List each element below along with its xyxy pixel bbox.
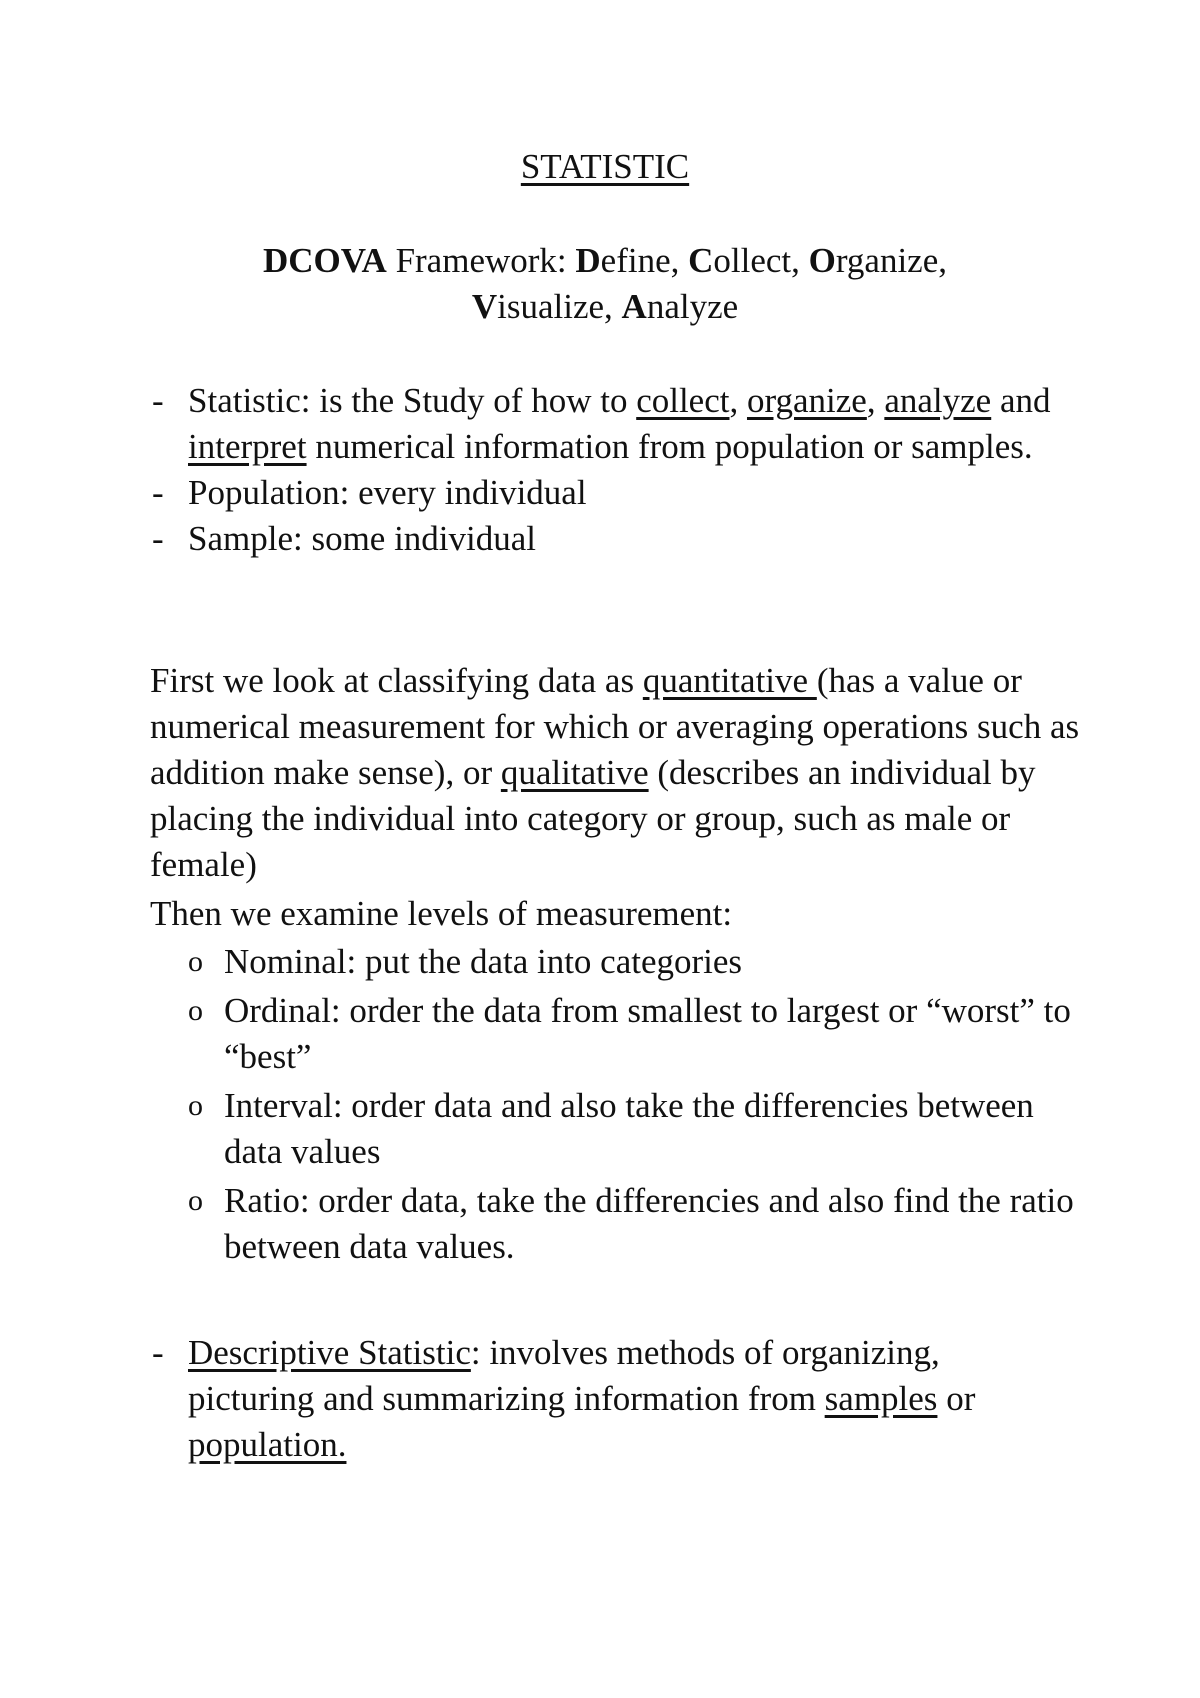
definition-sample [150, 516, 1070, 562]
level-interval [186, 1083, 1076, 1175]
circle-bullet-icon: o [188, 1184, 203, 1217]
dcova-initial-a: A [621, 287, 647, 326]
descriptive-text: : involves methods of organizing, picturing and summarizing information from [188, 1333, 940, 1418]
level-text: Interval: order data and also take the differencies between data values [224, 1086, 1034, 1171]
circle-bullet-icon: o [188, 1089, 203, 1122]
dash-marker: - [152, 473, 164, 512]
statistic-text: Statistic: is the Study of how to [188, 381, 637, 420]
classification-text: (describes an individual by placing the individual into category or group, such as male or female) [150, 753, 1036, 884]
statistic-text-end: numerical information from population or samples. [306, 427, 1033, 466]
level-ratio [186, 1178, 1076, 1270]
dcova-word-organize: rganize, [835, 241, 947, 280]
statistic-comma: , [866, 381, 885, 420]
dash-marker: - [152, 1333, 164, 1372]
dcova-initial-v: V [471, 287, 498, 326]
circle-bullet-icon: o [188, 945, 203, 978]
definitions-list [150, 378, 1070, 562]
descriptive-or: or [937, 1379, 976, 1418]
dcova-word-define: efine, [600, 241, 689, 280]
dash-marker: - [152, 519, 164, 558]
sample-text: Sample: some individual [188, 519, 537, 558]
dcova-word-analyze: nalyze [646, 287, 739, 326]
level-text: Ordinal: order the data from smallest to largest or “worst” to “best” [224, 991, 1071, 1076]
dcova-framework-label: Framework: [386, 241, 576, 280]
levels-list [186, 939, 1076, 1273]
term-descriptive-statistic: Descriptive Statistic [188, 1333, 471, 1372]
term-qualitative: qualitative [500, 753, 649, 792]
level-text: Nominal: put the data into categories [224, 942, 743, 981]
dcova-initial-d: D [575, 241, 601, 280]
definition-statistic [150, 378, 1070, 470]
classification-text: (has a value or numerical measurement for which or averaging operations such as addition make sense), or [150, 661, 1080, 792]
term-interpret: interpret [188, 427, 307, 466]
dcova-framework-line [150, 238, 1060, 330]
dcova-initial-c: C [688, 241, 714, 280]
term-organize: organize [746, 381, 867, 420]
term-analyze: analyze [884, 381, 992, 420]
classification-paragraph [150, 658, 1080, 888]
term-samples: samples [824, 1379, 938, 1418]
classification-text: First we look at classifying data as [150, 661, 643, 700]
population-text: Population: every individual [188, 473, 587, 512]
statistic-comma: , [729, 381, 747, 420]
statistic-and: and [991, 381, 1051, 420]
circle-bullet-icon: o [188, 994, 203, 1027]
descriptive-list [150, 1330, 1070, 1468]
term-population: population. [188, 1425, 347, 1464]
term-collect: collect [636, 381, 730, 420]
term-quantitative: quantitative [642, 661, 817, 700]
level-text: Ratio: order data, take the differencies and also find the ratio between data values. [224, 1181, 1074, 1266]
dcova-initial-o: O [808, 241, 836, 280]
dcova-acronym: DCOVA [262, 241, 387, 280]
level-ordinal [186, 988, 1076, 1080]
dcova-word-visualize: isualize, [497, 287, 622, 326]
levels-intro: Then we examine levels of measurement: [150, 894, 733, 933]
level-nominal [186, 939, 1076, 985]
dcova-word-collect: ollect, [713, 241, 809, 280]
page-title: STATISTIC [520, 147, 690, 186]
definition-population [150, 470, 1070, 516]
definition-descriptive-statistic [150, 1330, 1070, 1468]
dash-marker: - [152, 381, 164, 420]
